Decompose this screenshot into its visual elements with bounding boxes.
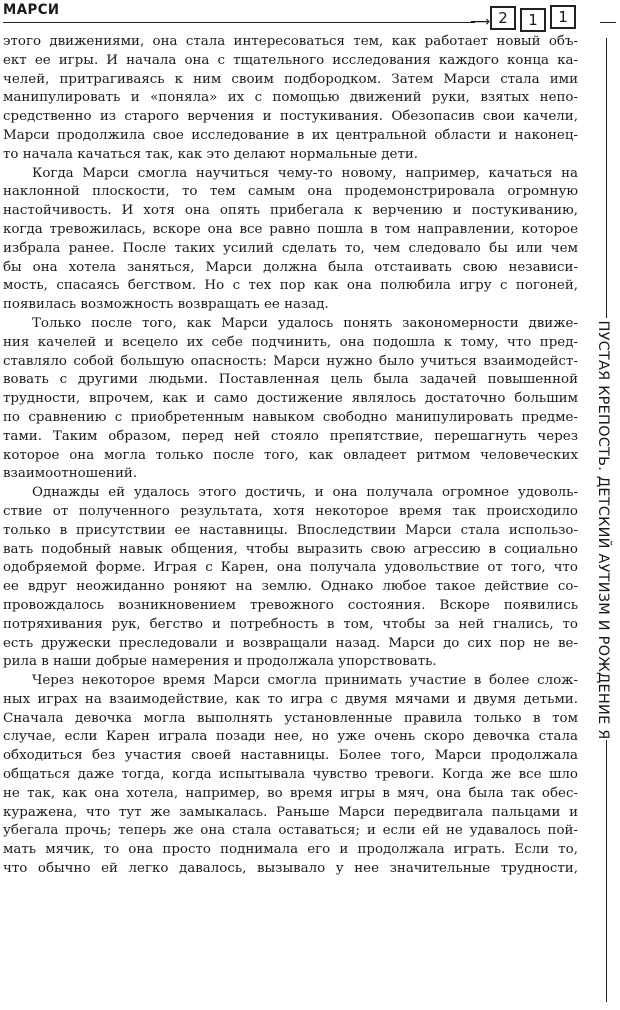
text-line: мость, спасаясь бегством. Но с тех пор как она полюбила игру с погоней, xyxy=(3,278,578,294)
text-line: ствие от полученного результата, хотя некоторое время так происходило xyxy=(3,503,578,519)
text-line: трудности, впрочем, как и само достижение являлось достаточно большим xyxy=(3,391,578,407)
text-line: Когда Марси смогла научиться чему-то новому, например, качаться на xyxy=(32,165,578,181)
page-digit: 1 xyxy=(550,5,576,29)
text-line: ект ее игры. И начала она с тщательного исследования каждого конца ка- xyxy=(3,52,578,68)
text-line: которое она могла только после того, как овладеет ритмом человеческих xyxy=(3,447,578,463)
text-line: одобряемой форме. Играя с Карен, она получала удовольствие от того, что xyxy=(3,560,578,576)
text-line: не так, как она хотела, например, во время игры в мяч, она была так обес- xyxy=(3,785,578,801)
book-title-vertical xyxy=(582,320,620,740)
paragraph xyxy=(3,165,578,315)
text-line: челей, притрагиваясь к ним своим подбородком. Затем Марси стала ими xyxy=(3,71,578,87)
text-line: бы она хотела заняться, Марси должна была отстаивать свою независи- xyxy=(3,259,578,275)
text-line: провождалось возникновением тревожного состояния. Вскоре появились xyxy=(3,597,578,613)
page-digit: 1 xyxy=(520,8,546,32)
page-number xyxy=(490,6,576,30)
text-line: когда тревожилась, вскоре она все равно пошла в том направлении, которое xyxy=(3,221,578,237)
text-line: есть дружески преследовали и возвращали назад. Марси до сих пор не ве- xyxy=(3,635,578,651)
text-line: ее вдруг неожиданно роняют на землю. Однако любое такое действие со- xyxy=(3,579,578,595)
paragraph xyxy=(3,315,578,484)
text-line: средственно из старого верчения и постукивания. Обезопасив свои качели, xyxy=(3,109,578,125)
text-line: общаться даже тогда, когда испытывала чувство тревоги. Когда же все шло xyxy=(3,767,578,783)
text-line: настойчивость. И хотя она опять прибегала к верчению и постукиванию, xyxy=(3,203,578,219)
text-line: ставляло собой большую опасность: Марси нужно было учиться взаимодейст- xyxy=(3,353,578,369)
text-line: Сначала девочка могла выполнять установленные правила только в том xyxy=(3,710,578,726)
page-digit: 2 xyxy=(490,6,516,30)
book-title-text: ПУСТАЯ КРЕПОСТЬ. ДЕТСКИЙ АУТИЗМ И РОЖДЕНИЕ Я xyxy=(595,320,611,740)
text-line: Однажды ей удалось этого достичь, и она получала огромное удоволь- xyxy=(32,485,578,501)
text-line: вать подобный навык общения, чтобы выразить свою агрессию в социально xyxy=(3,541,578,557)
header-rule-right xyxy=(600,22,616,23)
text-line: куражена, что тут же замыкалась. Раньше Марси передвигала пальцами и xyxy=(3,804,578,820)
header-arrow-icon: ⟶ xyxy=(470,14,491,30)
paragraph xyxy=(3,672,578,879)
side-rule-bottom xyxy=(606,740,607,1002)
text-line: избрала ранее. После таких усилий сделать то, чем следовало бы или чем xyxy=(3,240,578,256)
text-line: убегала прочь; теперь же она стала оставаться; и если ей не удавалось пой- xyxy=(3,823,578,839)
text-line: ных играх на взаимодействие, как то игра с двумя мячами и двумя детьми. xyxy=(3,691,578,707)
text-line: рила в наши добрые намерения и продолжала упорствовать. xyxy=(3,654,437,670)
text-line: вовать с другими людьми. Поставленная цель была задачей повышенной xyxy=(3,372,578,388)
text-line: что обычно ей легко давалось, вызывало у нее значительные трудности, xyxy=(3,861,578,877)
text-line: потряхивания рук, бегство и потребность в том, чтобы за ней гнались, то xyxy=(3,616,578,632)
text-line: мать мячик, то она просто поднимала его и продолжала играть. Если то, xyxy=(3,842,578,858)
text-line: только в присутствии ее наставницы. Впоследствии Марси стала использо- xyxy=(3,522,578,538)
text-line: обходиться без участия своей наставницы. Более того, Марси продолжала xyxy=(3,748,578,764)
page-header xyxy=(0,0,620,34)
running-head: МАРСИ xyxy=(3,2,60,18)
paragraph xyxy=(3,33,578,165)
text-line: наклонной плоскости, то тем самым она продемонстрировала огромную xyxy=(3,184,578,200)
text-line: Через некоторое время Марси смогла принимать участие в более слож- xyxy=(32,673,578,689)
text-line: манипулировать и «поняла» их с помощью движений руки, взятых непо- xyxy=(3,90,578,106)
header-rule xyxy=(3,22,475,23)
text-line: то начала качаться так, как это делают нормальные дети. xyxy=(3,146,419,162)
text-line: взаимоотношений. xyxy=(3,466,138,482)
text-line: Марси продолжила свое исследование в их центральной области и наконец- xyxy=(3,127,578,143)
body-text xyxy=(3,33,578,879)
paragraph xyxy=(3,484,578,672)
side-rule-top xyxy=(606,38,607,318)
text-line: появилась возможность возвращать ее назад. xyxy=(3,297,329,313)
text-line: этого движениями, она стала интересоваться тем, как работает новый объ- xyxy=(3,34,578,49)
text-line: тами. Таким образом, перед ней стояло препятствие, перешагнуть через xyxy=(3,428,578,444)
text-line: ния качелей и всецело их себе подчинить, она подошла к тому, что пред- xyxy=(3,334,578,350)
text-line: по сравнению с приобретенным навыком свободно манипулировать предме- xyxy=(3,409,578,425)
text-line: случае, если Карен играла позади нее, но уже очень скоро девочка стала xyxy=(3,729,578,745)
text-line: Только после того, как Марси удалось понять закономерности движе- xyxy=(32,315,578,331)
